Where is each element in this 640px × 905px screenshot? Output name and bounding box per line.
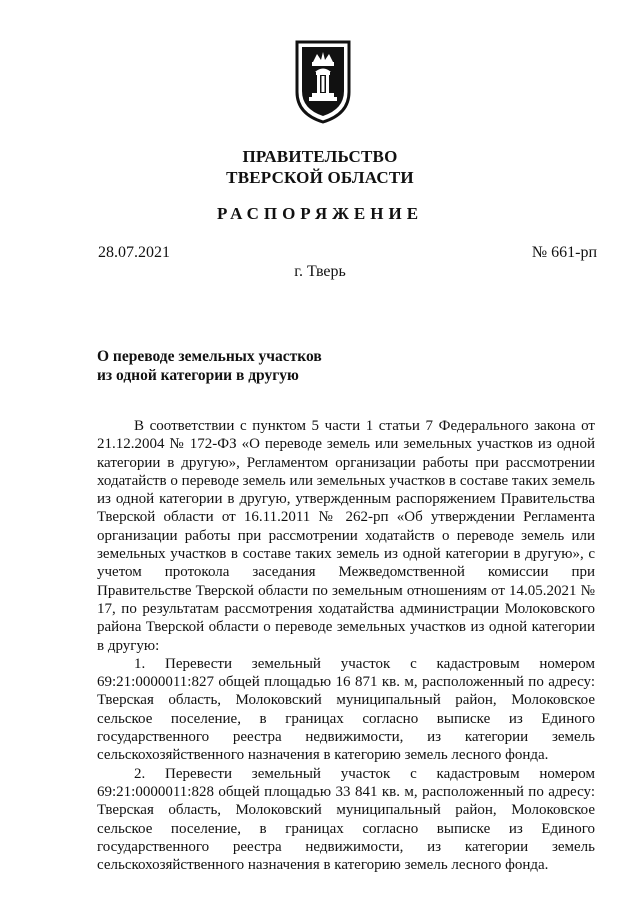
organization-name-line1: ПРАВИТЕЛЬСТВО — [242, 147, 398, 166]
item-1-paragraph: 1. Перевести земельный участок с кадастровым номером 69:21:0000011:827 общей площадью 16 871 кв. м, расположенный по адресу: Тверская область, Молоковский муниципальный район, Молоковское сельское поселение, в границах согласно выписке из Единого государственного реестра недвижимости, из категории земель сельскохозяйственного назначения в категорию земель лесного фонда. — [97, 655, 595, 764]
document-title-line2: из одной категории в другую — [97, 367, 299, 384]
document-city: г. Тверь — [294, 263, 346, 280]
coat-of-arms-emblem — [293, 38, 353, 124]
organization-name-line2: ТВЕРСКОЙ ОБЛАСТИ — [226, 168, 414, 187]
document-title-line1: О переводе земельных участков — [97, 348, 322, 365]
document-date: 28.07.2021 — [98, 244, 170, 261]
item-2-paragraph: 2. Перевести земельный участок с кадастровым номером 69:21:0000011:828 общей площадью 33 841 кв. м, расположенный по адресу: Тверская область, Молоковский муниципальный район, Молоковское сельское поселение, в границах согласно выписке из Единого государственного реестра недвижимости, из категории земель сельскохозяйственного назначения в категорию земель лесного фонда. — [97, 765, 595, 874]
document-number: № 661-рп — [531, 244, 597, 261]
document-title — [97, 347, 322, 385]
document-body — [97, 417, 595, 874]
document-type: РАСПОРЯЖЕНИЕ — [216, 204, 424, 223]
preamble-paragraph: В соответствии с пунктом 5 части 1 статьи 7 Федерального закона от 21.12.2004 № 172-ФЗ «О переводе земель или земельных участков из одной категории в другую», Регламентом организации работы при рассмотрении ходатайств о переводе земель или земельных участков в составе таких земель из одной категории в другую, утвержденным распоряжением Правительства Тверской области от 16.11.2011 № 262-рп «Об утверждении Регламента организации работы при рассмотрении ходатайств о переводе земель или земельных участков в составе таких земель из одной категории в другую», с учетом протокола заседания Межведомственной комиссии при Правительстве Тверской области по земельным отношениям от 14.05.2021 № 17, по результатам рассмотрения ходатайства администрации Молоковского района Тверской области о переводе земельных участков из одной категории в другую: — [97, 418, 595, 654]
